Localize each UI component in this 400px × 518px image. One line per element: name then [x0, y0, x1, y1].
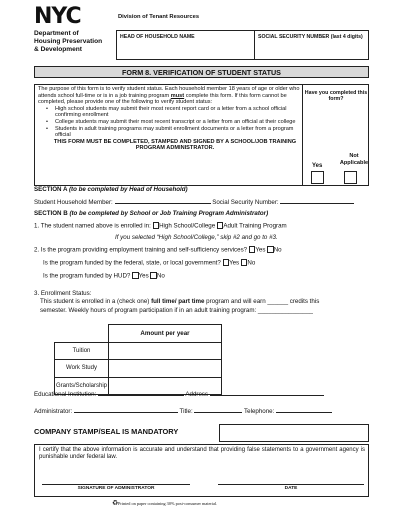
date-line[interactable]: DATE — [218, 484, 364, 491]
weekly-hours-line: semester. Weekly hours of program participation if in an adult training program: ________________ — [40, 307, 313, 314]
agency-name: Department of Housing Preservation & Development — [34, 30, 103, 53]
full-time-option[interactable]: full time — [151, 298, 175, 305]
amount-header: Amount per year — [109, 325, 222, 343]
footer-note: Printed on paper containing 30% post-consumer material. — [118, 501, 218, 506]
table-row: Grants/Scholarship — [55, 377, 222, 395]
question-1: 1. The student named above is enrolled in: High School/College Adult Training Program — [34, 222, 287, 230]
table-row: Tuition — [55, 342, 222, 360]
part-time-option[interactable]: part time — [176, 298, 205, 305]
head-of-household-field[interactable]: HEAD OF HOUSEHOLD NAME — [117, 31, 255, 59]
nyc-logo: NYC — [34, 4, 81, 29]
recycle-icon: ♻ — [112, 500, 119, 507]
completed-question: Have you completed this form? — [304, 90, 368, 103]
signature-line[interactable]: SIGNATURE OF ADMINISTRATOR — [42, 484, 190, 491]
form-title: FORM 8. VERIFICATION OF STUDENT STATUS — [34, 66, 369, 78]
stamp-box[interactable] — [219, 424, 369, 442]
completed-yes-checkbox[interactable] — [311, 171, 324, 184]
purpose-text: The purpose of this form is to verify student status. Each household member 18 years of age or older who attends school full-time or is in a job training program must complete this form. If this form cannot be completed, please provide one of the following to verify student status: • High school students may submit their most recent report card or a letter from a school official confirming enrollment • College students may submit their most recent transcript or a letter from an official at their college • Students in adult training programs may submit enrollment documents or a letter from a program official THIS FORM MUST BE COMPLETED, STAMPED AND SIGNED BY A SCHOOL/JOB TRAINING PROGRAM ADMINISTRATOR. — [38, 86, 300, 152]
table-row: Work Study — [55, 360, 222, 378]
question-2b: Is the program funded by HUD? Yes No — [43, 272, 165, 280]
question-1-note: If you selected “High School/College,” skip #2 and go to #3. — [115, 234, 278, 241]
work-study-amount-input[interactable] — [109, 360, 222, 378]
notice-text: THIS FORM MUST BE COMPLETED, STAMPED AND SIGNED BY A SCHOOL/JOB TRAINING PROGRAM ADMINISTRATOR. — [53, 138, 297, 152]
list-item: • Students in adult training programs may submit enrollment documents or a letter from a program official — [46, 126, 300, 139]
institution-row: Educational Institution: Address — [34, 391, 324, 398]
institution-input[interactable] — [98, 395, 184, 396]
question-2: 2. Is the program providing employment training and self-sufficiency services? Yes No — [34, 246, 282, 254]
not-applicable-label: Not Applicable — [339, 153, 369, 166]
divider — [302, 84, 303, 186]
completed-na-checkbox[interactable] — [344, 171, 357, 184]
ssn-input[interactable] — [280, 203, 354, 204]
ssn-field[interactable]: SOCIAL SECURITY NUMBER (last 4 digits) — [258, 34, 363, 40]
yes-label: Yes — [312, 163, 323, 169]
enrollment-status-line: This student is enrolled in a (check one) full time/ part time program and will earn ______ credits this — [40, 298, 320, 305]
section-a-heading: SECTION A (to be completed by Head of Household) — [34, 186, 188, 193]
stamp-label: COMPANY STAMP/SEAL IS MANDATORY — [34, 427, 179, 436]
question-2a: Is the program funded by the federal, state, or local government? Yes No — [43, 259, 256, 267]
administrator-row: Administrator: Title: Telephone: — [34, 408, 332, 415]
household-member-input[interactable] — [115, 203, 211, 204]
question-3: 3. Enrollment Status: — [34, 290, 92, 297]
section-b-heading: SECTION B (to be completed by School or Job Training Program Administrator) — [34, 210, 269, 217]
household-member-row: Student Household Member: Social Security Number: — [34, 199, 354, 206]
title-input[interactable] — [194, 412, 242, 413]
division-name: Division of Tenant Resources — [118, 14, 200, 20]
amount-table — [54, 324, 222, 395]
telephone-input[interactable] — [276, 412, 332, 413]
header-fields — [116, 30, 369, 60]
certification-text: I certify that the above information is accurate and understand that providing false statements to a government agency is punishable under federal law. — [39, 447, 365, 460]
list-item: • High school students may submit their most recent report card or a letter from a school official confirming enrollment — [46, 106, 300, 119]
proof-list — [46, 106, 300, 139]
tuition-amount-input[interactable] — [109, 342, 222, 360]
administrator-input[interactable] — [74, 412, 178, 413]
address-input[interactable] — [210, 395, 324, 396]
list-item: • College students may submit their most recent transcript or a letter from an official at their college — [46, 119, 300, 126]
